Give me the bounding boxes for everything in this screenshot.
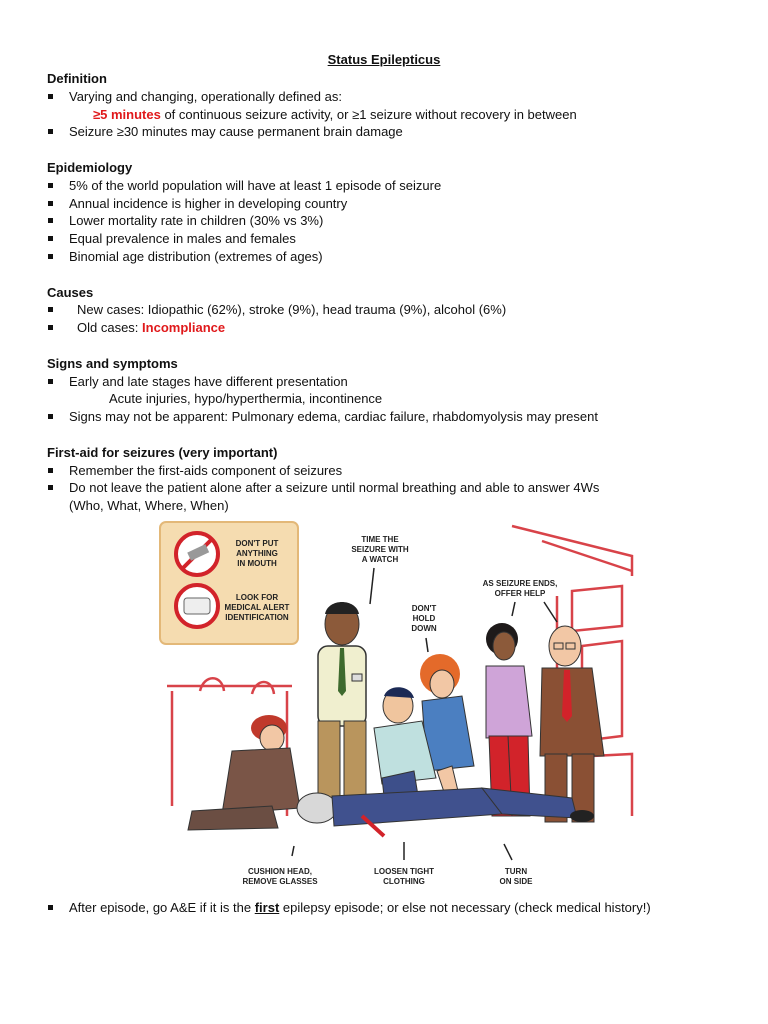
box2-line1: LOOK FOR bbox=[235, 593, 279, 602]
hold-caption-2: HOLD bbox=[412, 614, 436, 623]
epidemiology-item: Binomial age distribution (extremes of ages) bbox=[47, 248, 737, 266]
duration-highlight: ≥5 minutes bbox=[93, 106, 161, 122]
time-caption-3: A WATCH bbox=[361, 555, 399, 564]
epidemiology-item: 5% of the world population will have at least 1 episode of seizure bbox=[47, 177, 737, 195]
causes-heading: Causes bbox=[47, 284, 94, 300]
signs-item-2: Signs may not be apparent: Pulmonary edema, cardiac failure, rhabdomyolysis may present bbox=[47, 408, 737, 426]
bullet-icon bbox=[48, 485, 53, 490]
bullet-icon bbox=[48, 183, 53, 188]
bullet-icon bbox=[48, 254, 53, 259]
seizing-man-figure bbox=[297, 788, 594, 836]
bullet-icon bbox=[48, 468, 53, 473]
causes-item-1: New cases: Idiopathic (62%), stroke (9%), head trauma (9%), alcohol (6%) bbox=[47, 301, 737, 319]
turn-caption-1: TURN bbox=[504, 867, 528, 876]
definition-heading: Definition bbox=[47, 71, 107, 86]
cushion-caption-2: REMOVE GLASSES bbox=[242, 877, 318, 886]
bullet-icon bbox=[48, 414, 53, 419]
epidemiology-item: Annual incidence is higher in developing country bbox=[47, 195, 737, 213]
page-title: Status Epilepticus bbox=[327, 52, 441, 67]
after-episode-item: After episode, go A&E if it is the first epilepsy episode; or else not necessary (check medical history!) bbox=[47, 899, 737, 917]
signs-item-1-detail: Acute injuries, hypo/hyperthermia, incontinence bbox=[109, 391, 383, 407]
loosen-caption-1: LOOSEN TIGHT bbox=[374, 867, 434, 876]
first-emphasis: first bbox=[254, 900, 280, 915]
epidemiology-heading: Epidemiology bbox=[47, 159, 133, 175]
definition-item-2: Seizure ≥30 minutes may cause permanent brain damage bbox=[47, 123, 737, 141]
incompliance-highlight: Incompliance bbox=[142, 320, 226, 336]
signs-heading: Signs and symptoms bbox=[47, 355, 178, 371]
box2-line2: MEDICAL ALERT bbox=[224, 603, 290, 612]
firstaid-heading: First-aid for seizures (very important) bbox=[47, 444, 278, 460]
time-caption-2: SEIZURE WITH bbox=[351, 545, 409, 554]
ends-caption-1: AS SEIZURE ENDS, bbox=[482, 579, 558, 588]
hold-caption-1: DON'T bbox=[411, 604, 437, 613]
box1-line3: IN MOUTH bbox=[237, 559, 277, 568]
bullet-icon bbox=[48, 129, 53, 134]
old-man-figure bbox=[540, 626, 604, 822]
woman-with-phone-figure bbox=[486, 623, 532, 816]
firstaid-item-2: Do not leave the patient alone after a seizure until normal breathing and able to answer 4Ws bbox=[47, 479, 737, 497]
hold-caption-3: DOWN bbox=[411, 624, 437, 633]
cushion-caption-1: CUSHION HEAD, bbox=[247, 867, 313, 876]
bullet-icon bbox=[48, 325, 53, 330]
firstaid-item-2-cont: (Who, What, Where, When) bbox=[69, 498, 229, 514]
bullet-icon bbox=[48, 94, 53, 99]
kneeling-woman-figure bbox=[188, 715, 300, 830]
bullet-icon bbox=[48, 379, 53, 384]
epidemiology-item: Lower mortality rate in children (30% vs 3%) bbox=[47, 212, 737, 230]
definition-item-1: Varying and changing, operationally defined as: bbox=[47, 88, 737, 106]
time-caption-1: TIME THE bbox=[361, 535, 399, 544]
definition-item-1-detail: ≥5 minutes of continuous seizure activity, or ≥1 seizure without recovery in between bbox=[93, 106, 577, 122]
bullet-icon bbox=[48, 201, 53, 206]
seizure-first-aid-illustration bbox=[152, 516, 648, 894]
ends-caption-2: OFFER HELP bbox=[494, 589, 546, 598]
bullet-icon bbox=[48, 218, 53, 223]
bullet-icon bbox=[48, 236, 53, 241]
signs-item-1: Early and late stages have different presentation bbox=[47, 373, 737, 391]
box1-line1: DON'T PUT bbox=[235, 539, 279, 548]
man-with-watch-figure bbox=[318, 602, 366, 801]
causes-item-2: Old cases: Incompliance bbox=[47, 319, 737, 337]
box2-line3: IDENTIFICATION bbox=[225, 613, 289, 622]
epidemiology-item: Equal prevalence in males and females bbox=[47, 230, 737, 248]
box1-line2: ANYTHING bbox=[236, 549, 278, 558]
bullet-icon bbox=[48, 905, 53, 910]
turn-caption-2: ON SIDE bbox=[499, 877, 533, 886]
loosen-caption-2: CLOTHING bbox=[383, 877, 425, 886]
document-body bbox=[47, 70, 737, 515]
bullet-icon bbox=[48, 307, 53, 312]
firstaid-item-1: Remember the first-aids component of seizures bbox=[47, 462, 737, 480]
